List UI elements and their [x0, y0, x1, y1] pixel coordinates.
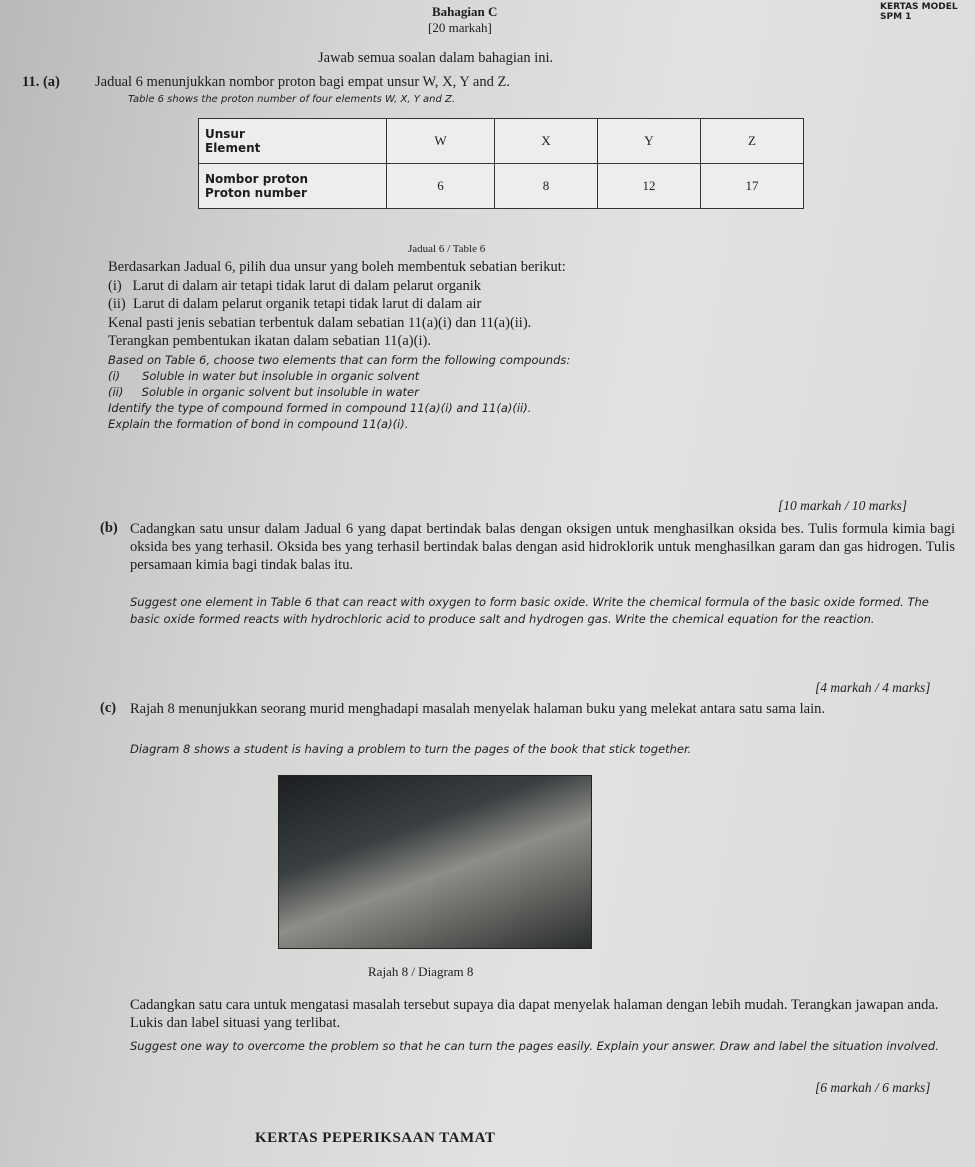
section-title: Bahagian C — [432, 4, 498, 19]
proton-table — [198, 118, 804, 209]
diagram-caption: Rajah 8 / Diagram 8 — [368, 964, 474, 979]
question-c-ms: Rajah 8 menunjukkan seorang murid menghadapi masalah menyelak halaman buku yang melekat antara satu sama lain. — [130, 701, 825, 717]
question-b-number: (b) — [100, 520, 118, 536]
diagram-8-book-photo — [278, 775, 592, 949]
question-intro-ms: Jadual 6 menunjukkan nombor proton bagi empat unsur W, X, Y and Z. — [95, 74, 510, 90]
question-c-number: (c) — [100, 700, 117, 716]
text-line: Identify the type of compound formed in compound 11(a)(i) and 11(a)(ii). — [108, 401, 532, 415]
element-cell: Y — [598, 119, 701, 164]
question-a-en — [108, 352, 570, 432]
text-line: Terangkan pembentukan ikatan dalam sebatian 11(a)(i). — [108, 333, 431, 349]
question-number: 11. (a) — [22, 74, 60, 90]
question-b-ms: Cadangkan satu unsur dalam Jadual 6 yang dapat bertindak balas dengan oksigen untuk menghasilkan oksida bes. Tulis formula kimia bagi oksida bes yang terhasil. Oksida bes yang terhasil bertindak balas dengan asid hidroklorik untuk menghasilkan garam dan gas hidrogen. Tulis persamaan kimia bagi tindak balas itu. — [130, 521, 955, 573]
marks-a: [10 markah / 10 marks] — [778, 498, 908, 513]
element-header: Unsur Element — [199, 119, 387, 164]
marks-c: [6 markah / 6 marks] — [815, 1080, 931, 1095]
question-c-en: Diagram 8 shows a student is having a problem to turn the pages of the book that stick together. — [130, 742, 692, 756]
element-cell: X — [495, 119, 598, 164]
text-line: (ii) Soluble in organic solvent but insoluble in water — [108, 385, 419, 399]
marks-b: [4 markah / 4 marks] — [815, 680, 931, 695]
proton-cell: 12 — [598, 164, 701, 209]
question-b-en: Suggest one element in Table 6 that can react with oxygen to form basic oxide. Write the chemical formula of the basic oxide formed. The basic oxide formed reacts with hydrochloric acid to produce salt and hydrogen gas. Write the chemical equation for the reaction. — [130, 595, 929, 626]
proton-cell: 8 — [495, 164, 598, 209]
text-line: (i) Larut di dalam air tetapi tidak larut di dalam pelarut organik — [108, 277, 481, 294]
table-caption: Jadual 6 / Table 6 — [408, 243, 486, 255]
text-line: (ii) Larut di dalam pelarut organik tetapi tidak larut di dalam air — [108, 296, 482, 312]
element-cell: Z — [701, 119, 804, 164]
text-line: Explain the formation of bond in compound 11(a)(i). — [108, 417, 409, 431]
proton-cell: 6 — [387, 164, 495, 209]
text-line: Berdasarkan Jadual 6, pilih dua unsur yang boleh membentuk sebatian berikut: — [108, 259, 566, 275]
section-marks: [20 markah] — [428, 20, 492, 35]
proton-cell: 17 — [701, 164, 804, 209]
question-c-en-2: Suggest one way to overcome the problem so that he can turn the pages easily. Explain your answer. Draw and label the situation involved. — [130, 1039, 939, 1053]
paper-end: KERTAS PEPERIKSAAN TAMAT — [255, 1130, 496, 1146]
text-line: Kenal pasti jenis sebatian terbentuk dalam sebatian 11(a)(i) dan 11(a)(ii). — [108, 314, 532, 331]
question-c-ms-2: Cadangkan satu cara untuk mengatasi masalah tersebut supaya dia dapat menyelak halaman dengan lebih mudah. Terangkan jawapan anda. Lukis dan label situasi yang terlibat. — [130, 997, 939, 1031]
text-line: (i) Soluble in water but insoluble in organic solvent — [108, 369, 420, 383]
section-instruction: Jawab semua soalan dalam bahagian ini. — [318, 50, 554, 66]
paper-label: KERTAS MODEL SPM 1 — [880, 2, 958, 22]
question-intro-en: Table 6 shows the proton number of four elements W, X, Y and Z. — [128, 94, 456, 105]
element-cell: W — [387, 119, 495, 164]
question-a-ms — [108, 258, 566, 351]
text-line: Based on Table 6, choose two elements that can form the following compounds: — [108, 353, 571, 367]
proton-header: Nombor proton Proton number — [199, 164, 387, 209]
